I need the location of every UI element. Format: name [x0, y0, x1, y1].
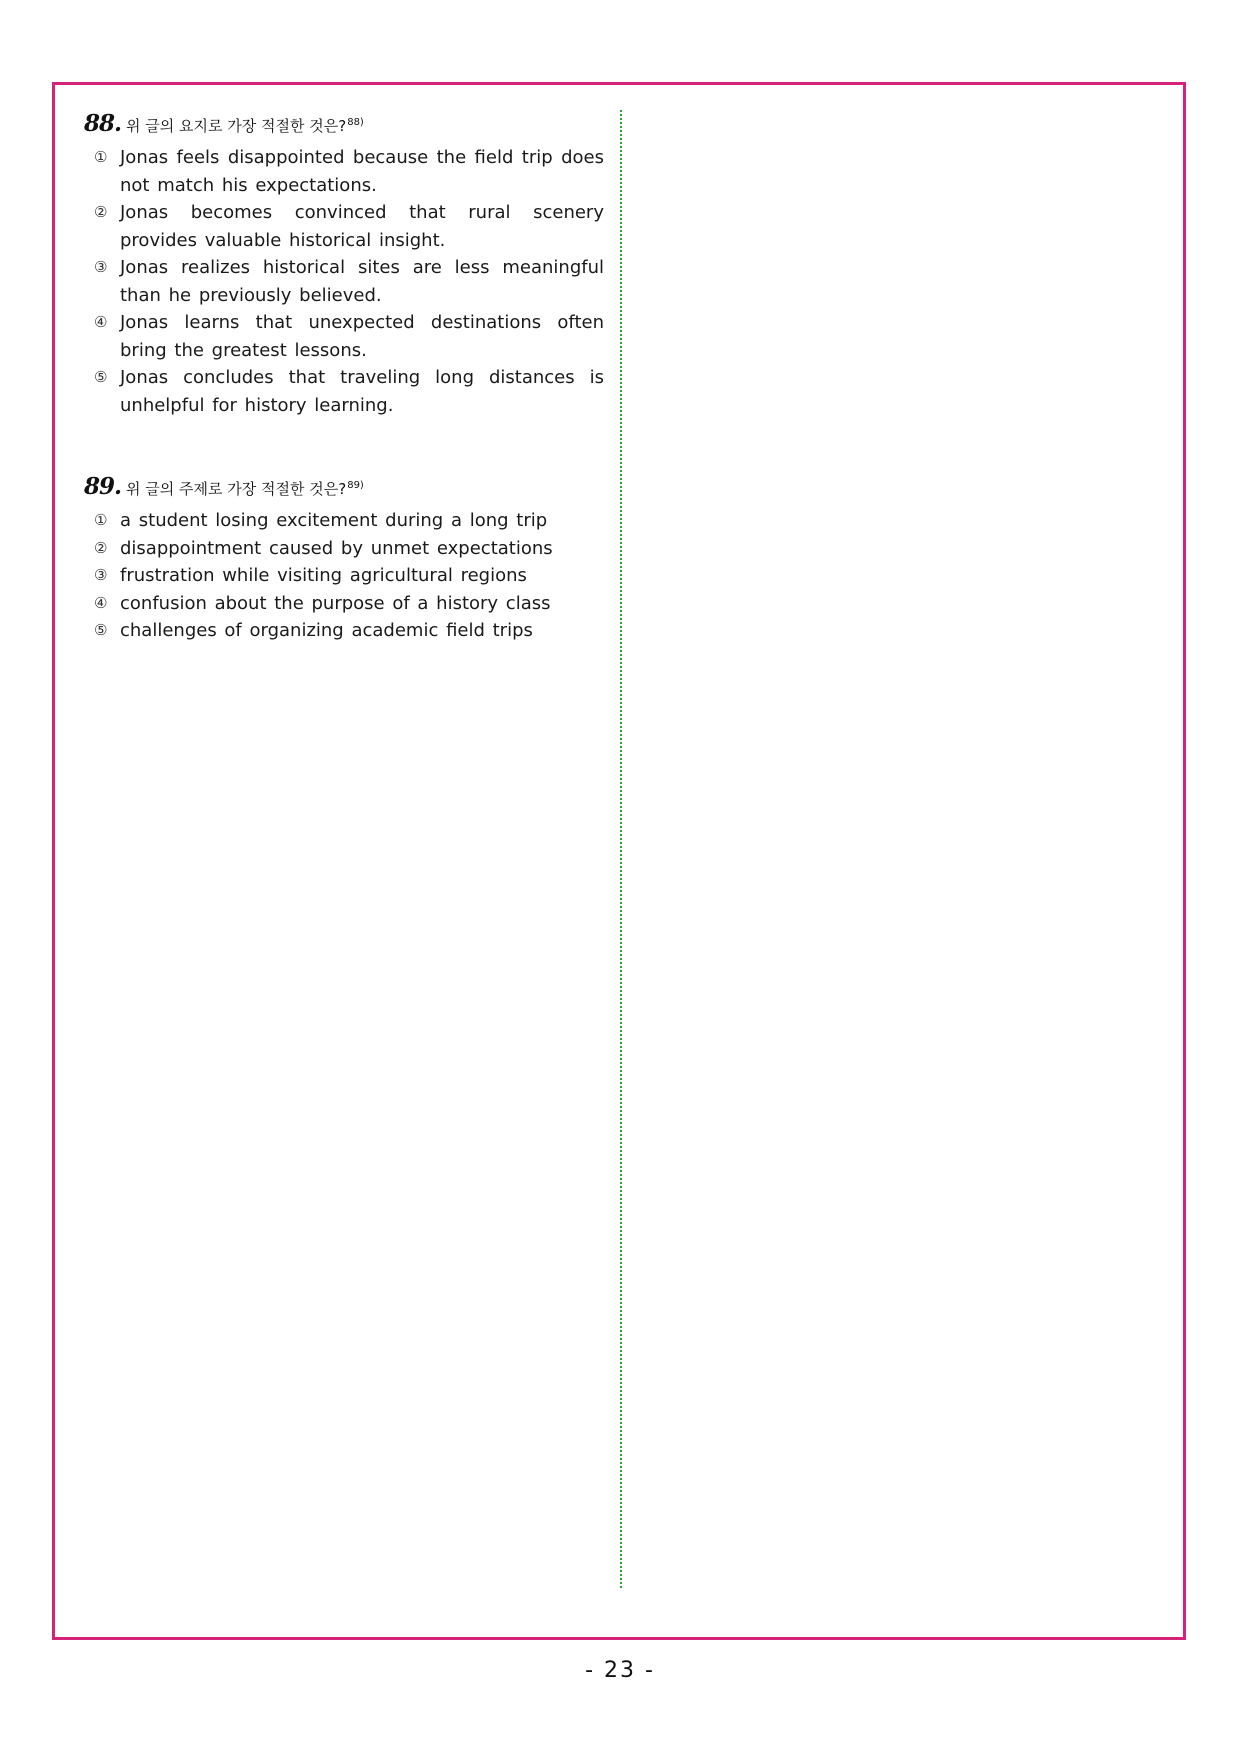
option-text: a student losing excitement during a long trip — [120, 510, 548, 531]
answer-option-2[interactable] — [84, 535, 604, 563]
option-marker: ④ — [94, 313, 108, 331]
option-text: Jonas feels disappointed because the field trip does not match his expectations. — [120, 147, 604, 196]
question-header — [84, 110, 604, 140]
footnote-marker: 88) — [347, 117, 364, 128]
option-marker: ③ — [94, 258, 108, 276]
option-text: confusion about the purpose of a history class — [120, 592, 551, 614]
question-number: 89. — [84, 473, 122, 500]
option-marker: ② — [94, 203, 108, 221]
answer-option-3[interactable] — [84, 562, 604, 590]
option-text: Jonas realizes historical sites are less meaningful than he previously believed. — [120, 257, 604, 306]
answer-options — [84, 507, 604, 645]
question-88 — [84, 110, 604, 419]
option-text: Jonas becomes convinced that rural scenery provides valuable historical insight. — [120, 202, 604, 251]
question-prompt-text: 위 글의 주제로 가장 적절한 것은? — [126, 480, 347, 498]
option-text: frustration while visiting agricultural regions — [120, 565, 527, 586]
answer-option-4[interactable] — [84, 309, 604, 364]
option-marker: ⑤ — [94, 368, 108, 386]
option-marker: ③ — [94, 566, 108, 584]
option-text: challenges of organizing academic field trips — [120, 620, 533, 641]
page-number: - 23 - — [585, 1658, 655, 1683]
footnote-marker: 89) — [347, 480, 364, 491]
option-marker: ④ — [94, 593, 108, 612]
answer-option-1[interactable] — [84, 507, 604, 535]
option-marker: ② — [94, 538, 108, 557]
question-prompt — [126, 115, 364, 136]
answer-option-1[interactable] — [84, 144, 604, 199]
answer-option-5[interactable] — [84, 364, 604, 419]
question-prompt — [126, 478, 364, 499]
option-marker: ① — [94, 511, 108, 529]
answer-option-5[interactable] — [84, 617, 604, 645]
option-marker: ① — [94, 148, 108, 166]
question-header — [84, 473, 604, 503]
answer-options — [84, 144, 604, 419]
answer-option-2[interactable] — [84, 199, 604, 254]
answer-option-3[interactable] — [84, 254, 604, 309]
column-divider — [620, 110, 622, 1588]
option-text: Jonas learns that unexpected destinations often bring the greatest lessons. — [120, 312, 604, 361]
question-number: 88. — [84, 110, 122, 137]
option-text: disappointment caused by unmet expectations — [120, 537, 553, 559]
option-marker: ⑤ — [94, 621, 108, 639]
question-89 — [84, 473, 604, 645]
option-text: Jonas concludes that traveling long distances is unhelpful for history learning. — [120, 367, 604, 416]
question-prompt-text: 위 글의 요지로 가장 적절한 것은? — [126, 117, 347, 135]
answer-option-4[interactable] — [84, 590, 604, 618]
